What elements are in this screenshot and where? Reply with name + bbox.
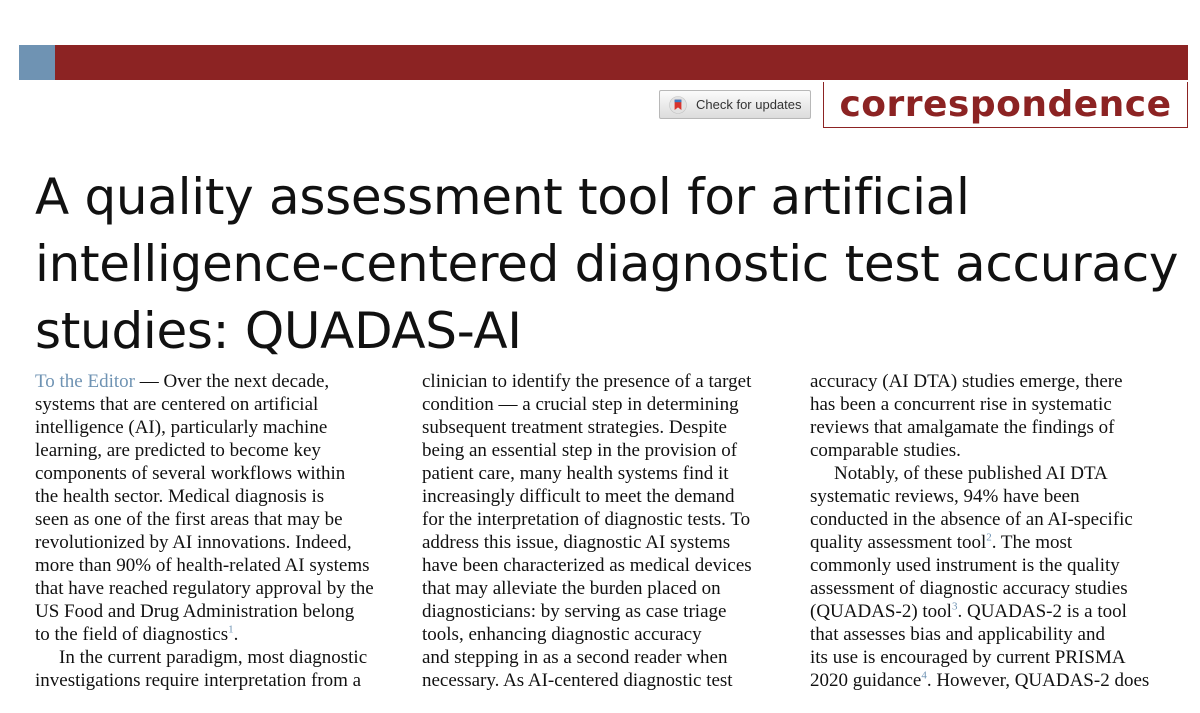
text-span: . The most [991,532,1073,553]
text-line: clinician to identify the presence of a target [422,371,752,392]
text-line: and stepping in as a second reader when [422,647,728,668]
check-for-updates-label: Check for updates [696,97,802,112]
title-line: intelligence-centered diagnostic test accuracy [35,235,1179,293]
text-span: 2020 guidance [810,670,922,691]
text-line: assessment of diagnostic accuracy studies [810,578,1128,599]
text-line: tools, enhancing diagnostic accuracy [422,624,702,645]
text-line: that may alleviate the burden placed on [422,578,721,599]
text-line [35,623,403,646]
text-line: revolutionized by AI innovations. Indeed, [35,532,352,553]
text-line: more than 90% of health-related AI systems [35,555,370,576]
text-line: reviews that amalgamate the findings of [810,417,1115,438]
text-line: commonly used instrument is the quality [810,555,1120,576]
check-for-updates-button[interactable] [659,90,811,119]
header-accent-square [19,45,55,80]
title-line: studies: QUADAS-AI [35,302,522,360]
article-title [35,164,1179,365]
text-line [35,370,403,393]
text-span: . [233,624,239,645]
text-line: patient care, many health systems find it [422,463,729,484]
text-line: investigations require interpretation from a [35,670,362,691]
text-line: being an essential step in the provision of [422,440,738,461]
text-line: increasingly difficult to meet the demand [422,486,735,507]
text-line: have been characterized as medical devices [422,555,752,576]
section-label-box [823,82,1188,128]
text-line [810,600,1178,623]
to-the-editor-lead: To the Editor [35,371,135,392]
text-line: the health sector. Medical diagnosis is [35,486,325,507]
text-line: conducted in the absence of an AI-specific [810,509,1133,530]
text-column-3 [810,370,1178,692]
reference-link[interactable]: 4 [921,669,927,682]
bookmark-badge-icon [669,96,687,114]
text-line: seen as one of the first areas that may be [35,509,343,530]
text-line: that have reached regulatory approval by the [35,578,374,599]
text-line [810,669,1178,692]
text-line: condition — a crucial step in determining [422,394,739,415]
text-span: . However, QUADAS-2 does [926,670,1150,691]
text-line: US Food and Drug Administration belong [35,601,355,622]
text-line: learning, are predicted to become key [35,440,321,461]
text-line: In the current paradigm, most diagnostic [59,647,368,668]
reference-link[interactable]: 3 [951,600,958,613]
text-column-1 [35,370,403,692]
section-label: correspondence [839,83,1172,125]
text-line: that assesses bias and applicability and [810,624,1105,645]
text-line: Notably, of these published AI DTA [834,463,1108,484]
text-line: systematic reviews, 94% have been [810,486,1080,507]
reference-link[interactable]: 2 [986,531,992,544]
reference-link[interactable]: 1 [228,623,234,636]
text-line: diagnosticians: by serving as case triage [422,601,727,622]
text-line [810,531,1178,554]
header-color-bar [55,45,1188,80]
text-span: . QUADAS-2 is a tool [957,601,1127,622]
text-line: its use is encouraged by current PRISMA [810,647,1126,668]
text-line: address this issue, diagnostic AI systems [422,532,731,553]
text-line: components of several workflows within [35,463,346,484]
text-line: for the interpretation of diagnostic tests. To [422,509,751,530]
text-line: necessary. As AI-centered diagnostic test [422,670,733,691]
text-line: accuracy (AI DTA) studies emerge, there [810,371,1123,392]
text-span: quality assessment tool [810,532,987,553]
text-line: has been a concurrent rise in systematic [810,394,1112,415]
title-line: A quality assessment tool for artificial [35,168,970,226]
text-span: — Over the next decade, [134,371,330,392]
text-column-2 [422,370,790,692]
text-line: comparable studies. [810,440,961,461]
text-line: subsequent treatment strategies. Despite [422,417,727,438]
text-span: to the field of diagnostics [35,624,229,645]
text-span: (QUADAS-2) tool [810,601,952,622]
text-line: intelligence (AI), particularly machine [35,417,328,438]
text-line: systems that are centered on artificial [35,394,319,415]
